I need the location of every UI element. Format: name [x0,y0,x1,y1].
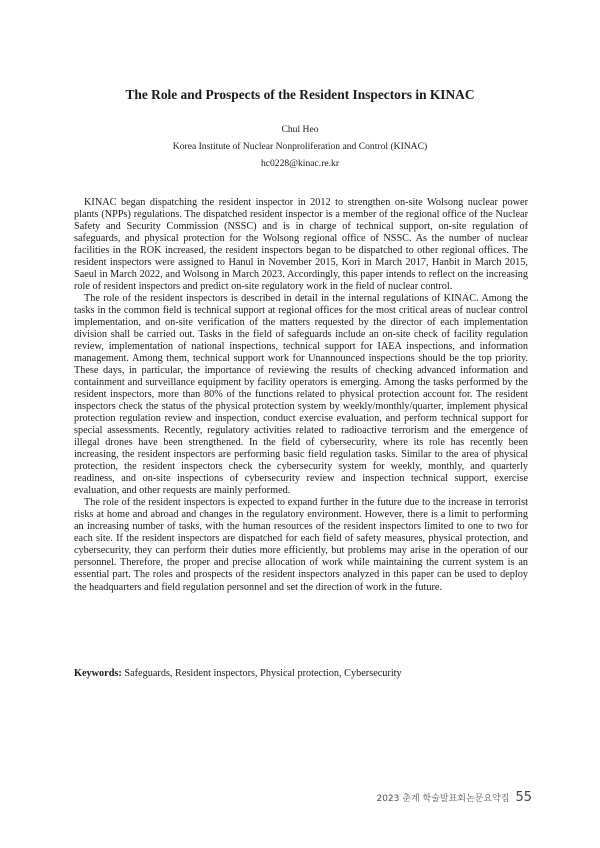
keywords-label: Keywords: [74,668,122,679]
abstract-paragraph-1: KINAC began dispatching the resident inspector in 2012 to strengthen on-site Wolsong nuclear power plants (NPPs) regulations. The dispatched resident inspector is a member of the regional office of the Nuclear Safety and Security Commission (NSSC) and is in charge of technical support, on-site regulation of safeguards, and physical protection for the Wolsong regional office of NSSC. As the number of nuclear facilities in the ROK increased, the resident inspectors began to be dispatched to other regional offices. The resident inspectors were assigned to Hanul in November 2015, Kori in March 2017, Hanbit in March 2015, Saeul in March 2022, and Wolsong in March 2023. Accordingly, this paper intends to reflect on the increasing role of resident inspectors and predict on-site regulatory work in the field of nuclear control. [74,197,528,293]
author-affiliation: Korea Institute of Nuclear Nonproliferation and Control (KINAC) [172,141,428,152]
journal-name: 2023 춘계 학술발표회논문요약집 [376,794,510,804]
page-footer [376,790,532,805]
page-number: 55 [515,790,532,805]
paper-title: The Role and Prospects of the Resident Inspectors in KINAC [125,87,475,102]
abstract-paragraph-3: The role of the resident inspectors is expected to expand further in the future due to the increase in terrorist risks at home and abroad and changes in the regulatory environment. However, there is a limit to performing an increasing number of tasks, with the human resources of the resident inspectors limited to one to two for each site. If the resident inspectors are dispatched for each field of safety measures, physical protection, and cybersecurity, they can perform their duties more efficiently, but problems may arise in the operation of our personnel. Therefore, the proper and precise allocation of work while maintaining the current system is an essential part. The roles and prospects of the resident inspectors analyzed in this paper can be used to deploy the headquarters and field regulation personnel and set the direction of work in the future. [74,497,528,593]
author-email: hc0228@kinac.re.kr [260,158,340,169]
abstract-paragraph-2: The role of the resident inspectors is described in detail in the internal regulations of KINAC. Among the tasks in the common field is technical support at regional offices for the most critical areas of nuclear control implementation, and on-site verification of the matters requested by the director of each implementation division shall be carried out. Tasks in the field of safeguards include an on-site check of facility regulation review, implementation of national inspections, technical support for IAEA inspections, and information management. Among them, technical support work for Unannounced inspections should be the top priority. These days, in particular, the importance of reviewing the results of checking advanced information and containment and surveillance equipment by facility operators is emerging. Among the tasks performed by the resident inspectors, more than 80% of the functions related to physical protection account for. The resident inspectors check the status of the physical protection system by weekly/monthly/quarter, implement physical protection regulation review and inspection, conduct exercise evaluation, and perform technical support for special assessments. Recently, regulatory activities related to radioactive terrorism and the emergence of illegal drones have been strengthened. In the field of cybersecurity, where its role has recently been increasing, the resident inspectors are performing basic field regulation tasks. Similar to the area of physical protection, the resident inspectors check the cybersecurity system for weekly, monthly, and quarterly readiness, and on-site inspections of cybersecurity review and inspection technical support, exercise evaluation, and other requests are mainly performed. [74,293,528,497]
abstract-body [74,197,528,594]
keywords-line [74,668,528,680]
keywords-text: Safeguards, Resident inspectors, Physical protection, Cybersecurity [124,668,402,679]
author-name: Chul Heo [281,124,319,135]
